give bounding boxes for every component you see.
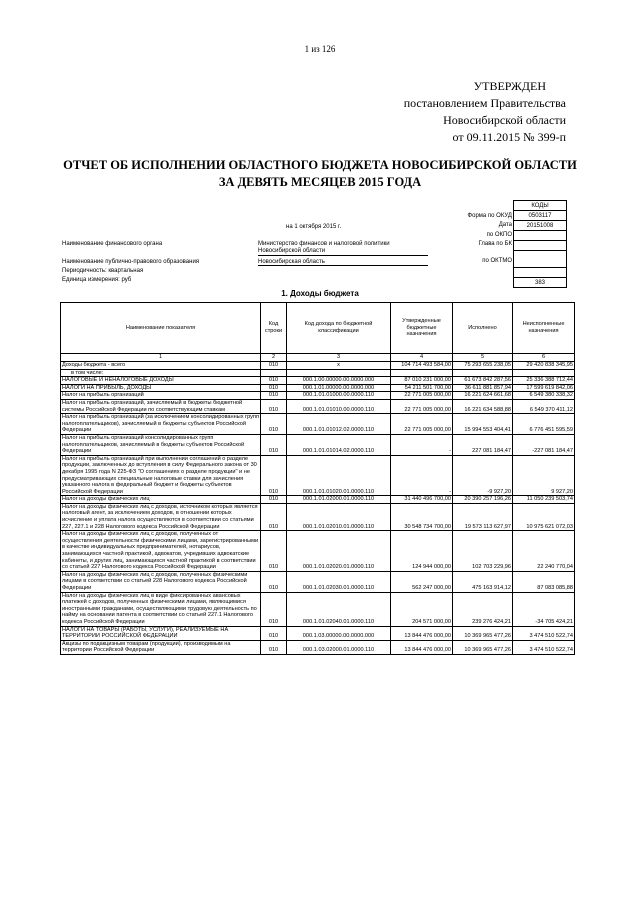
oktmo-code [514,251,567,268]
table-row [61,414,575,435]
fin-organ-value: Министерство финансов и налоговой политики Новосибирской области [258,241,428,256]
column-header: Наименование показателя [61,303,261,354]
codes-header: КОДЫ [514,201,567,211]
public-entity-label: Наименование публично-правового образования [62,259,200,265]
approval-heading: УТВЕРЖДЕН [473,79,546,93]
row-approved: 13 844 476 000,00 [391,626,453,640]
row-income-code: 000.1.01.01014.02.0000.110 [287,434,391,455]
column-header: Утвержденные бюджетные назначения [391,303,453,354]
row-income-code: 000.1.01.01012.02.0000.110 [287,414,391,435]
table-row [61,455,575,496]
row-executed: 75 293 655 238,05 [453,362,513,370]
column-header: Исполнено [453,303,513,354]
row-line-code: 010 [261,392,287,400]
row-line-code: 010 [261,496,287,504]
row-income-code: 000.1.03.02000.01.0000.110 [287,640,391,654]
glava-label: Глава по БК [478,241,512,247]
row-name: Налог на прибыль организаций (за исключением консолидированных групп налогоплательщиков), зачисляемый в бюджеты субъектов Российской Федерации [62,414,259,434]
row-line-code: 010 [261,399,287,413]
date-code: 20151008 [514,221,567,231]
column-header: Код строки [261,303,287,354]
income-table-body [61,362,575,655]
section-title: 1. Доходы бюджета [281,289,359,298]
row-name: Акцизы по подакцизным товарам (продукции), производимым на территории Российской Федерации [61,640,261,654]
row-approved: 204 571 000,00 [391,592,453,626]
column-number: 2 [261,354,287,362]
row-name: Налог на доходы физических лиц с доходов, полученных физическими лицами в соответствии со статьей 228 Налогового кодекса Российской Федерации [61,571,261,592]
table-row [61,592,575,626]
unit: Единица измерения: руб [62,277,132,283]
row-executed: 10 369 965 477,26 [453,626,513,640]
column-number-row [61,354,575,362]
row-line-code: 010 [261,503,287,530]
row-income-code [287,369,391,377]
report-date: на 1 октября 2015 г. [286,224,342,230]
okei-code: 383 [514,278,567,288]
income-table [60,302,575,655]
row-income-code: 000.1.01.02030.01.0000.110 [287,571,391,592]
oktmo-label: по ОКТМО [482,258,512,264]
row-line-code: 010 [261,592,287,626]
row-income-code: 000.1.01.02020.01.0000.110 [287,531,391,572]
public-entity-value: Новосибирская область [258,259,428,266]
row-remaining: 22 240 770,04 [513,531,575,572]
row-executed: 10 369 965 477,26 [453,640,513,654]
row-name: Налог на доходы физических лиц [61,496,261,504]
row-name: Доходы бюджета - всего [61,362,261,370]
row-income-code: 000.1.03.00000.00.0000.000 [287,626,391,640]
row-remaining: 3 474 510 522,74 [513,640,575,654]
table-header-row [61,303,575,354]
row-remaining: 6 549 380 338,32 [513,392,575,400]
column-number: 1 [61,354,261,362]
row-executed [453,369,513,377]
row-remaining: 6 549 370 411,12 [513,399,575,413]
row-remaining: -34 705 424,21 [513,592,575,626]
table-row [61,392,575,400]
row-name: НАЛОГИ НА ПРИБЫЛЬ, ДОХОДЫ [61,384,261,392]
row-remaining: 25 336 388 712,44 [513,377,575,385]
row-approved: 31 440 496 700,00 [391,496,453,504]
row-executed: 36 611 881 857,94 [453,384,513,392]
row-executed: 239 276 424,21 [453,592,513,626]
approval-stamp [386,78,566,146]
row-remaining: -227 081 184,47 [513,434,575,455]
form-code: 0503117 [514,211,567,221]
row-income-code: 000.1.01.01020.01.0000.110 [287,455,391,496]
table-row [61,399,575,413]
row-approved: 87 010 231 000,00 [391,377,453,385]
row-remaining: 6 776 451 595,59 [513,414,575,435]
document-title [0,157,640,191]
table-row [61,626,575,640]
column-number: 6 [513,354,575,362]
title-line-1: ОТЧЕТ ОБ ИСПОЛНЕНИИ ОБЛАСТНОГО БЮДЖЕТА НОВОСИБИРСКОЙ ОБЛАСТИ [63,158,577,172]
row-executed: 16 221 634 588,88 [453,399,513,413]
row-line-code: 010 [261,414,287,435]
row-name: Налог на доходы физических лиц с доходов, полученных от осуществления деятельности физическими лицами, зарегистрированными в качестве индивидуальных предпринимателей, нотариусов, занимающихся частной практикой, адвокатов, учредивших адвокатские кабинеты, и других лиц, занимающихся частной практикой в соответствии со статьей 227 Налогового кодекса Российской Федерации [61,531,261,572]
row-line-code: 010 [261,434,287,455]
row-line-code: 010 [261,626,287,640]
row-remaining: 3 474 510 522,74 [513,626,575,640]
okpo-label: по ОКПО [486,232,512,238]
table-row [61,377,575,385]
row-approved: - [391,455,453,496]
row-executed: 102 703 229,96 [453,531,513,572]
row-approved: 22 771 005 000,00 [391,399,453,413]
row-income-code: 000.1.01.01000.00.0000.110 [287,392,391,400]
row-name: Налог на прибыль организаций [61,392,261,400]
page-number: 1 из 126 [304,44,336,54]
row-approved: 13 844 476 000,00 [391,640,453,654]
row-approved [391,369,453,377]
row-line-code: 010 [261,531,287,572]
table-row [61,571,575,592]
column-header: Неисполненные назначения [513,303,575,354]
row-approved: 54 211 501 700,00 [391,384,453,392]
glava-code [514,241,567,251]
table-row [61,362,575,370]
row-executed: 19 573 113 627,97 [453,503,513,530]
form-label: Форма по ОКУД [467,213,512,219]
fin-organ-label: Наименование финансового органа [62,241,163,247]
table-row [61,503,575,530]
row-line-code: 010 [261,384,287,392]
row-name: Налог на доходы физических лиц с доходов, источником которых является налоговый агент, за исключением доходов, в отношении которых исчисление и уплата налога осуществляются в соответствии со статьями 227, 227.1 и 228 Налогового кодекса Российской Федерации [61,503,261,530]
row-income-code: 000.1.01.01010.00.0000.110 [287,399,391,413]
row-executed: 15 994 553 404,41 [453,414,513,435]
table-row [61,531,575,572]
row-line-code: 010 [261,640,287,654]
row-income-code: 000.1.01.02000.01.0000.110 [287,496,391,504]
row-name: в том числе: [61,369,261,377]
row-approved: 22 771 005 000,00 [391,392,453,400]
periodicity: Периодичность: квартальная [62,268,144,274]
row-remaining [513,369,575,377]
table-row [61,384,575,392]
title-line-2: ЗА ДЕВЯТЬ МЕСЯЦЕВ 2015 ГОДА [218,175,422,189]
table-row [61,369,575,377]
row-approved: 30 548 734 700,00 [391,503,453,530]
row-line-code: 010 [261,377,287,385]
column-header: Код дохода по бюджетной классификации [287,303,391,354]
row-line-code: 010 [261,362,287,370]
periodicity-code [514,268,567,278]
row-executed: 475 163 914,12 [453,571,513,592]
column-number: 4 [391,354,453,362]
okpo-code [514,231,567,241]
row-approved: - [391,434,453,455]
row-remaining: 17 599 619 842,06 [513,384,575,392]
row-name: НАЛОГОВЫЕ И НЕНАЛОГОВЫЕ ДОХОДЫ [61,377,261,385]
row-income-code: 000.1.01.00000.00.0000.000 [287,384,391,392]
row-executed: 20 390 257 196,26 [453,496,513,504]
codes-box [513,200,567,288]
row-executed: 227 081 184,47 [453,434,513,455]
approval-line: постановлением Правительства [403,96,566,110]
column-number: 3 [287,354,391,362]
approval-date: от 09.11.2015 № 399-п [452,130,566,144]
row-approved: 22 771 005 000,00 [391,414,453,435]
row-remaining: 29 420 838 345,95 [513,362,575,370]
table-row [61,434,575,455]
row-income-code: x [287,362,391,370]
row-approved: 124 944 000,00 [391,531,453,572]
row-executed: 61 673 842 287,56 [453,377,513,385]
table-row [61,640,575,654]
row-line-code: 010 [261,571,287,592]
row-remaining: 10 975 621 072,03 [513,503,575,530]
row-name: НАЛОГИ НА ТОВАРЫ (РАБОТЫ, УСЛУГИ), РЕАЛИЗУЕМЫЕ НА ТЕРРИТОРИИ РОССИЙСКОЙ ФЕДЕРАЦИИ [61,626,261,640]
row-line-code [261,369,287,377]
row-income-code: 000.1.01.02010.01.0000.110 [287,503,391,530]
row-name: Налог на прибыль организаций консолидированных групп налогоплательщиков, зачисляемый в бюджеты субъектов Российской Федерации [61,434,261,455]
date-label: Дата [498,222,512,228]
column-number: 5 [453,354,513,362]
table-row [61,496,575,504]
row-name: Налог на доходы физических лиц в виде фиксированных авансовых платежей с доходов, полученных физическими лицами, являющимися иностранными гражданами, осуществляющими трудовую деятельность по найму на основании патента в соответствии со статьей 227.1 Налогового кодекса Российской Федерации [61,592,261,626]
row-approved: 104 714 493 584,00 [391,362,453,370]
row-income-code: 000.1.00.00000.00.0000.000 [287,377,391,385]
row-remaining: 9 927,20 [513,455,575,496]
row-income-code: 000.1.01.02040.01.0000.110 [287,592,391,626]
row-name: Налог на прибыль организаций при выполнении соглашений о разделе продукции, заключенных до вступления в силу Федерального закона от 30 декабря 1995 года N 225-ФЗ "О соглашениях о разделе продукции" и не предусматривающих специальные налоговые ставки для зачисления указанного налога в федеральный бюджет и бюджеты субъектов Российской Федерации [61,455,261,496]
row-executed: 16 221 624 661,68 [453,392,513,400]
row-name: Налог на прибыль организаций, зачисляемый в бюджеты бюджетной системы Российской Федерации по соответствующим ставкам [61,399,261,413]
row-executed: -9 927,20 [453,455,513,496]
row-line-code: 010 [261,455,287,496]
row-remaining: 87 083 085,88 [513,571,575,592]
row-approved: 562 247 000,00 [391,571,453,592]
approval-line: Новосибирской области [443,113,566,127]
row-remaining: 11 050 239 503,74 [513,496,575,504]
